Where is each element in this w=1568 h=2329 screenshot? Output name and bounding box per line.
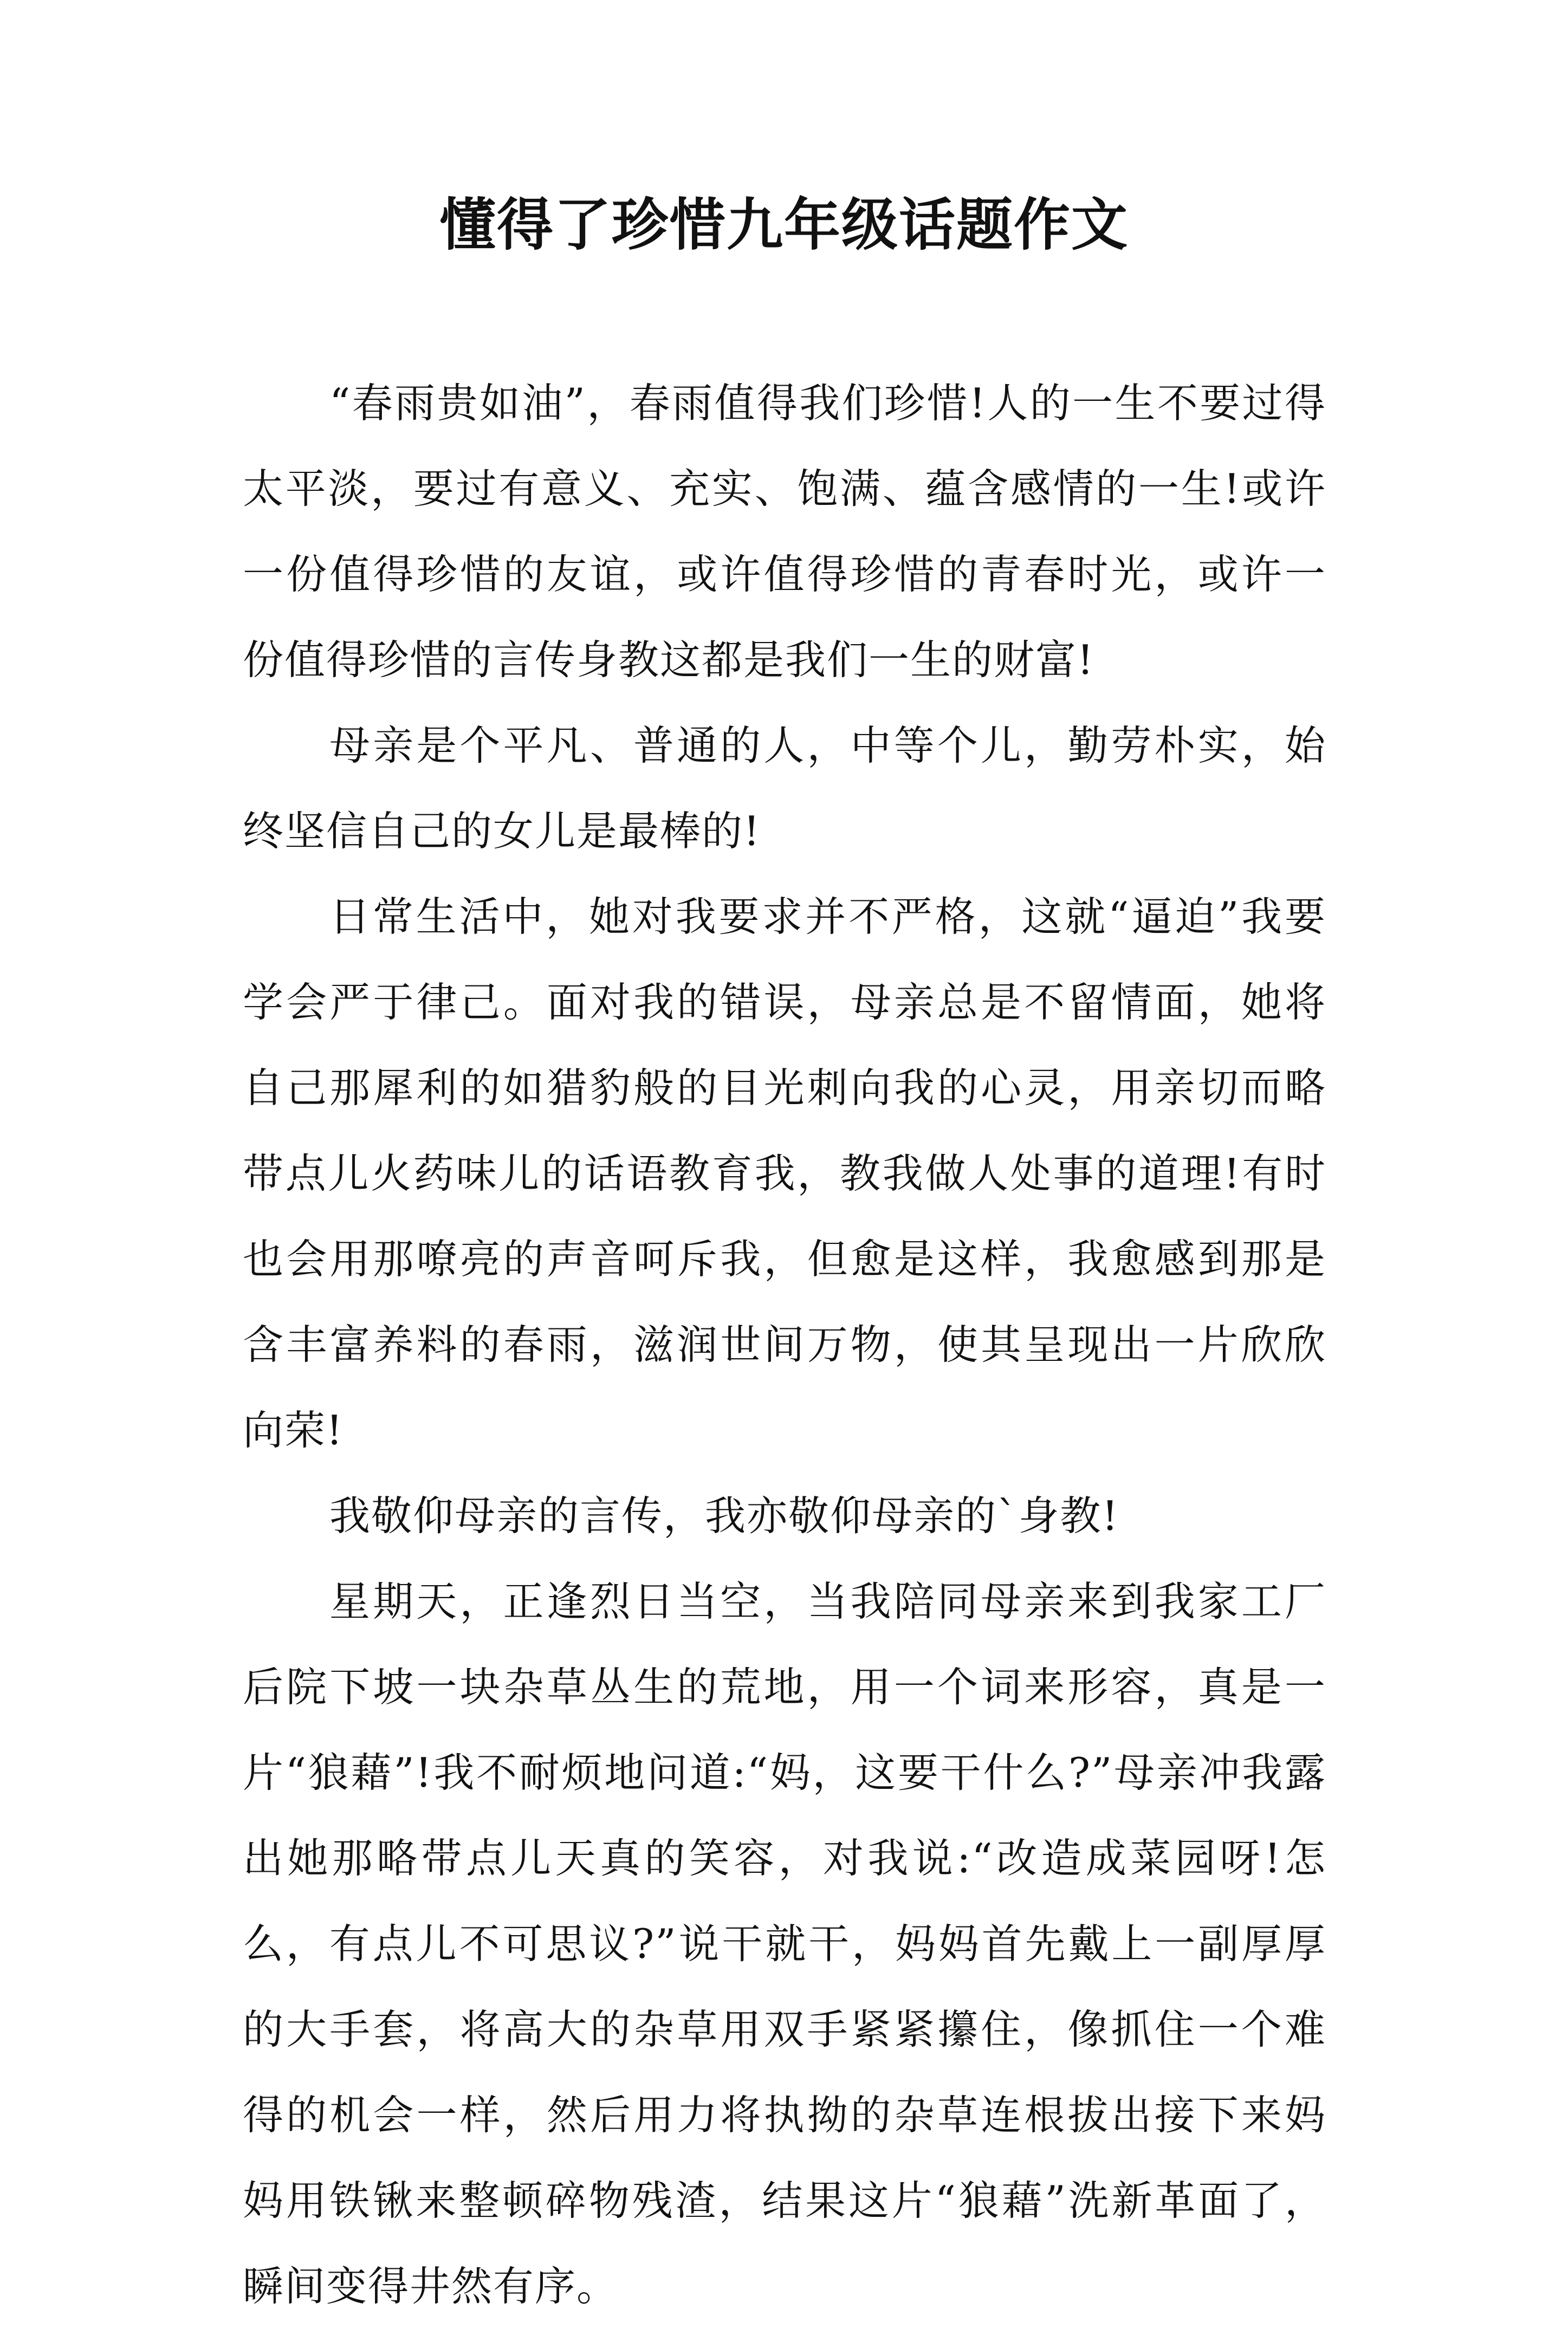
document-title: 懂得了珍惜九年级话题作文 — [439, 191, 1129, 258]
paragraph: 母亲是个平凡、普通的人，中等个儿，勤劳朴实，始终坚信自己的女儿是最棒的! — [243, 722, 1326, 855]
document-body — [243, 360, 1326, 2329]
paragraph: 星期天，正逢烈日当空，当我陪同母亲来到我家工厂后院下坡一块杂草丛生的荒地，用一个词来形容，真是一片“狼藉”!我不耐烦地问道:“妈，这要干什么?”母亲冲我露出她那略带点儿天真的笑容，对我说:“改造成菜园呀!怎么，有点儿不可思议?”说干就干，妈妈首先戴上一副厚厚的大手套，将高大的杂草用双手紧紧攥住，像抓住一个难得的机会一样，然后用力将执拗的杂草连根拔出接下来妈妈用铁锹来整顿碎物残渣，结果这片“狼藉”洗新革面了，瞬间变得井然有序。 — [243, 1578, 1326, 2310]
paragraph: 我敬仰母亲的言传，我亦敬仰母亲的`身教! — [329, 1492, 1119, 1540]
paragraph: “春雨贵如油”，春雨值得我们珍惜!人的一生不要过得太平淡，要过有意义、充实、饱满、蕴含感情的一生!或许一份值得珍惜的友谊，或许值得珍惜的青春时光，或许一份值得珍惜的言传身教这都是我们一生的财富! — [243, 379, 1326, 684]
paragraph: 日常生活中，她对我要求并不严格，这就“逼迫”我要学会严于律己。面对我的错误，母亲总是不留情面，她将自己那犀利的如猎豹般的目光刺向我的心灵，用亲切而略带点儿火药味儿的话语教育我，教我做人处事的道理!有时也会用那嘹亮的声音呵斥我，但愈是这样，我愈感到那是含丰富养料的春雨，滋润世间万物，使其呈现出一片欣欣向荣! — [243, 893, 1326, 1454]
